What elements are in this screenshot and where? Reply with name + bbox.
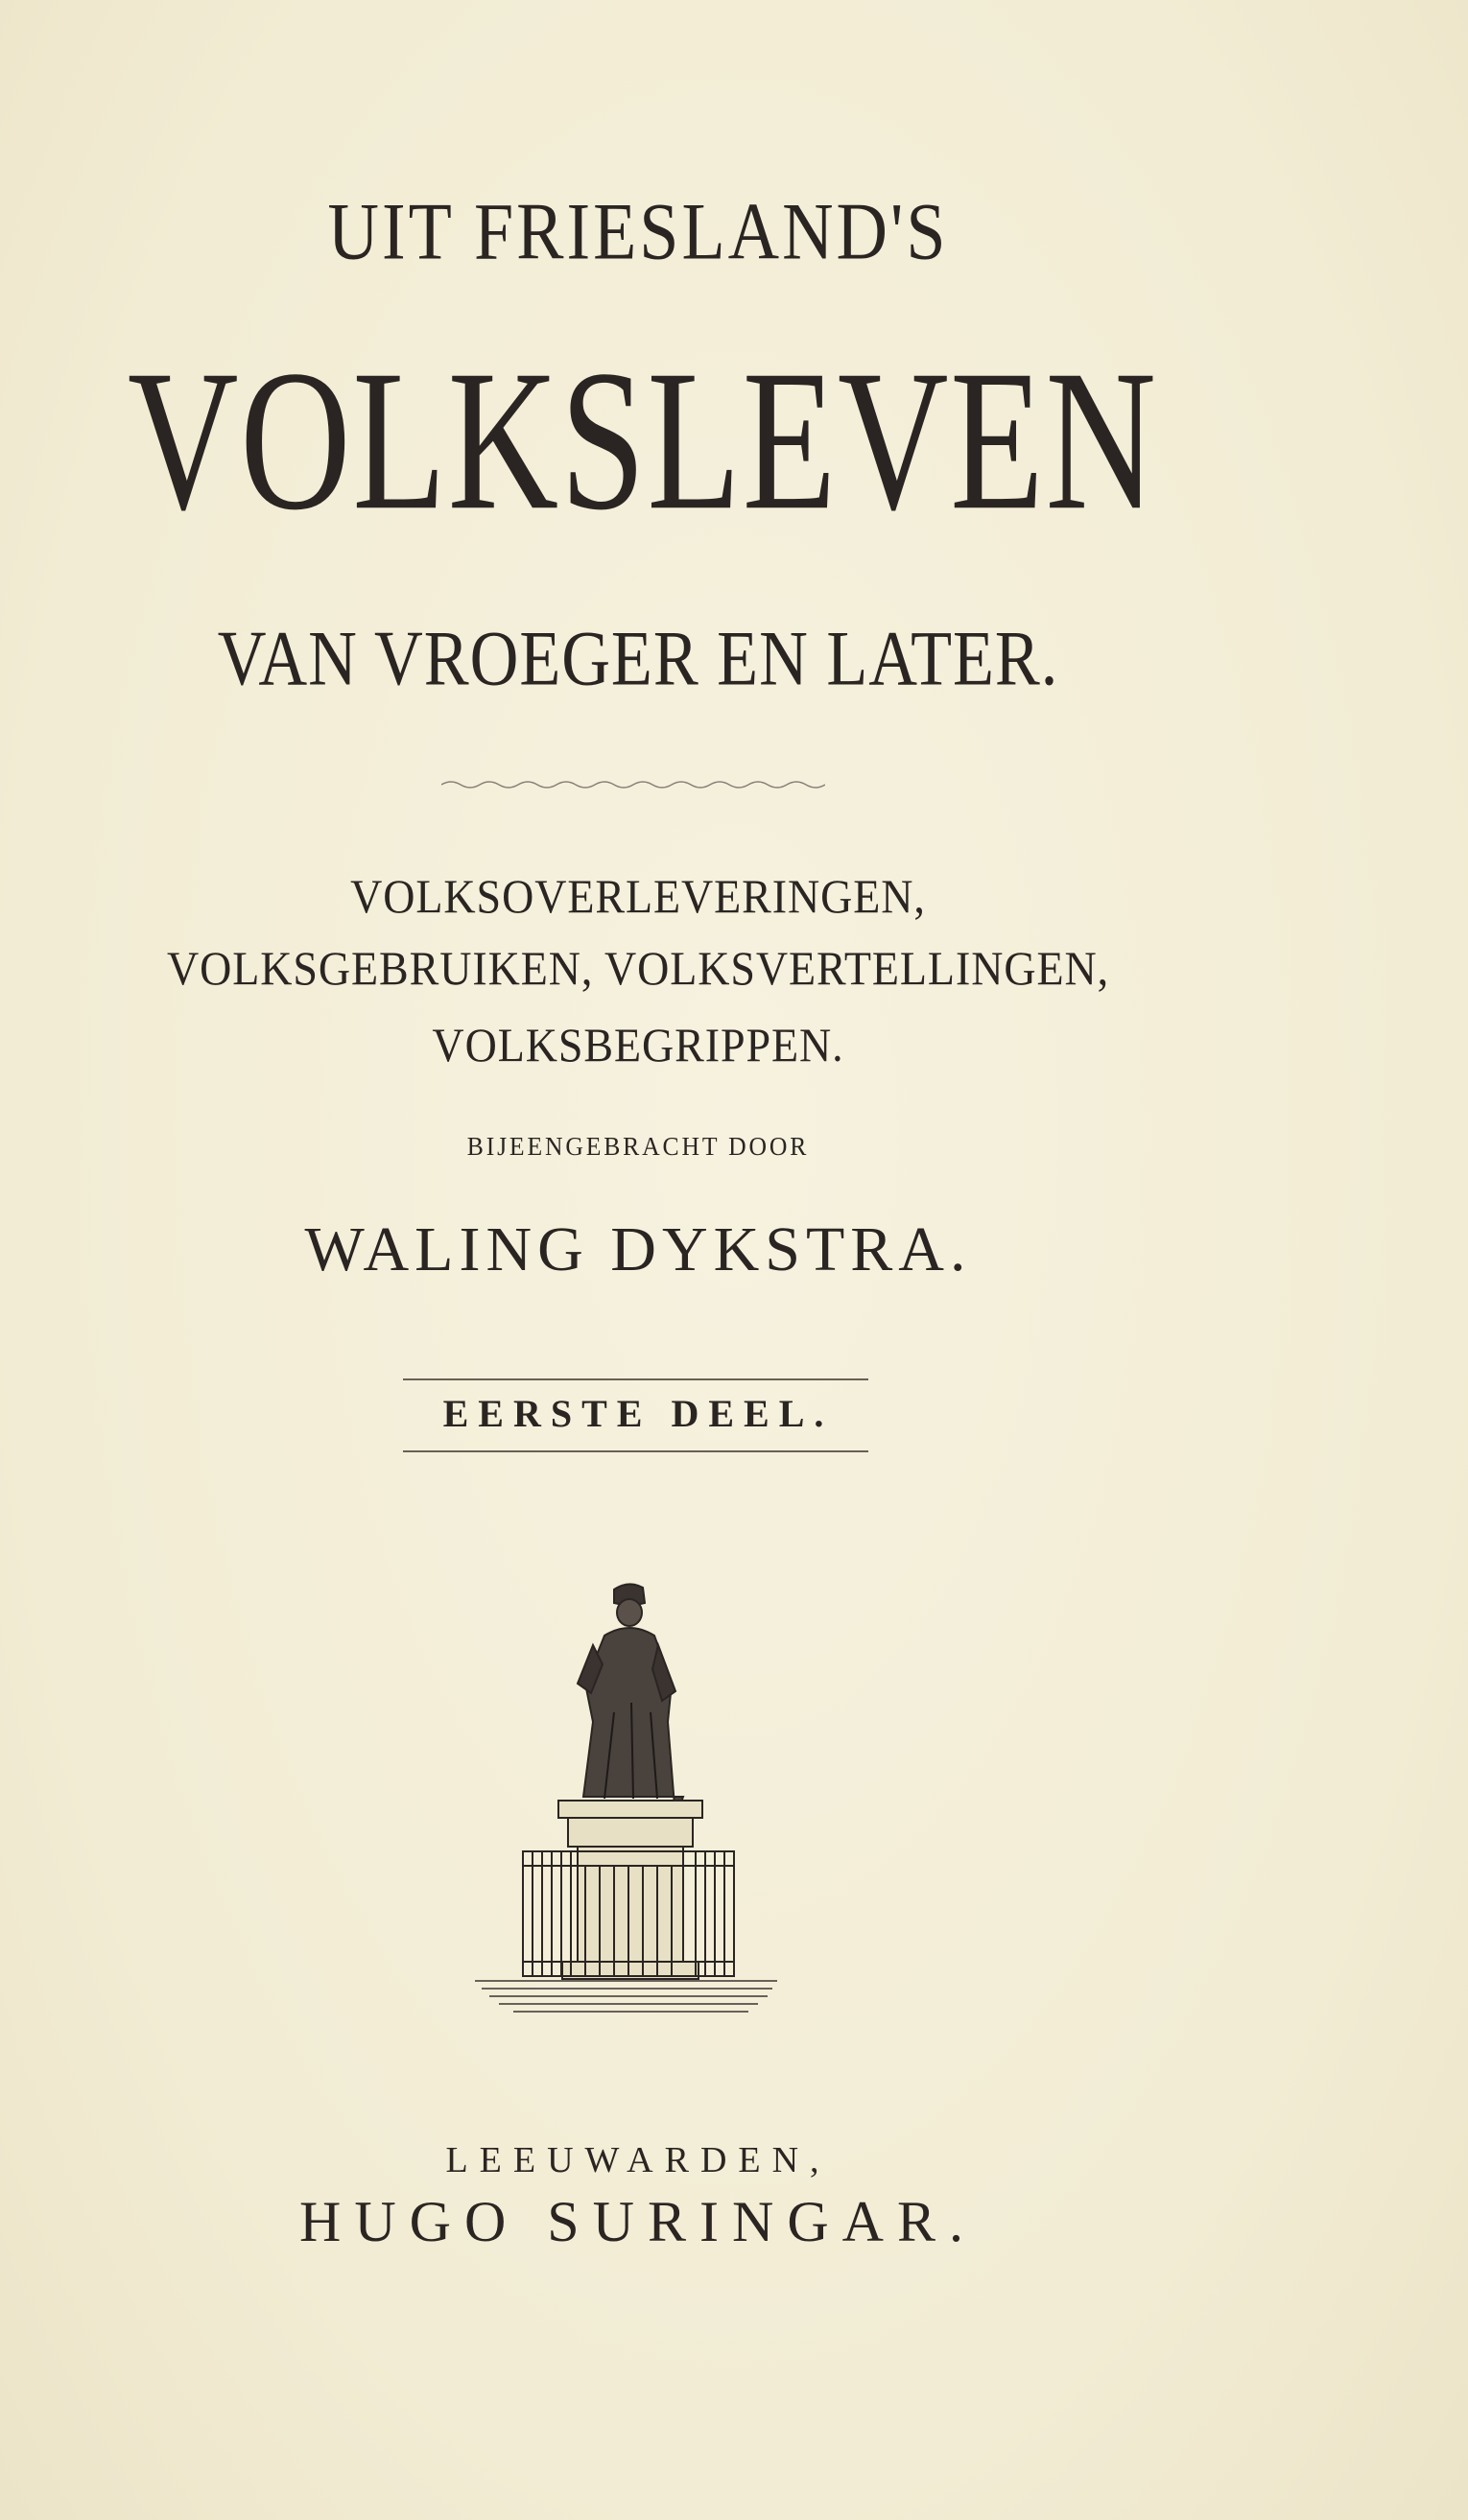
byline: BIJEENGEBRACHT DOOR xyxy=(466,1132,810,1161)
title-main: VOLKSLEVEN xyxy=(128,329,1158,553)
statue-engraving-icon xyxy=(470,1578,787,2029)
subject-line-2: VOLKSGEBRUIKEN, VOLKSVERTELLINGEN, xyxy=(166,941,1110,995)
volume-rule-bottom xyxy=(403,1450,868,1452)
subject-line-1: VOLKSOVERLEVERINGEN, xyxy=(350,869,926,923)
title-top: UIT FRIESLAND'S xyxy=(327,186,949,278)
volume-rule-top xyxy=(403,1378,868,1380)
subject-line-3: VOLKSBEGRIPPEN. xyxy=(432,1018,844,1072)
title-subtitle: VAN VROEGER EN LATER. xyxy=(217,615,1059,703)
publisher-name: HUGO SURINGAR. xyxy=(298,2190,978,2253)
publication-place: LEEUWARDEN, xyxy=(445,2140,831,2180)
squiggle-divider-icon xyxy=(441,775,825,794)
author-name: WALING DYKSTRA. xyxy=(304,1214,972,1284)
volume-label: EERSTE DEEL. xyxy=(442,1392,834,1435)
